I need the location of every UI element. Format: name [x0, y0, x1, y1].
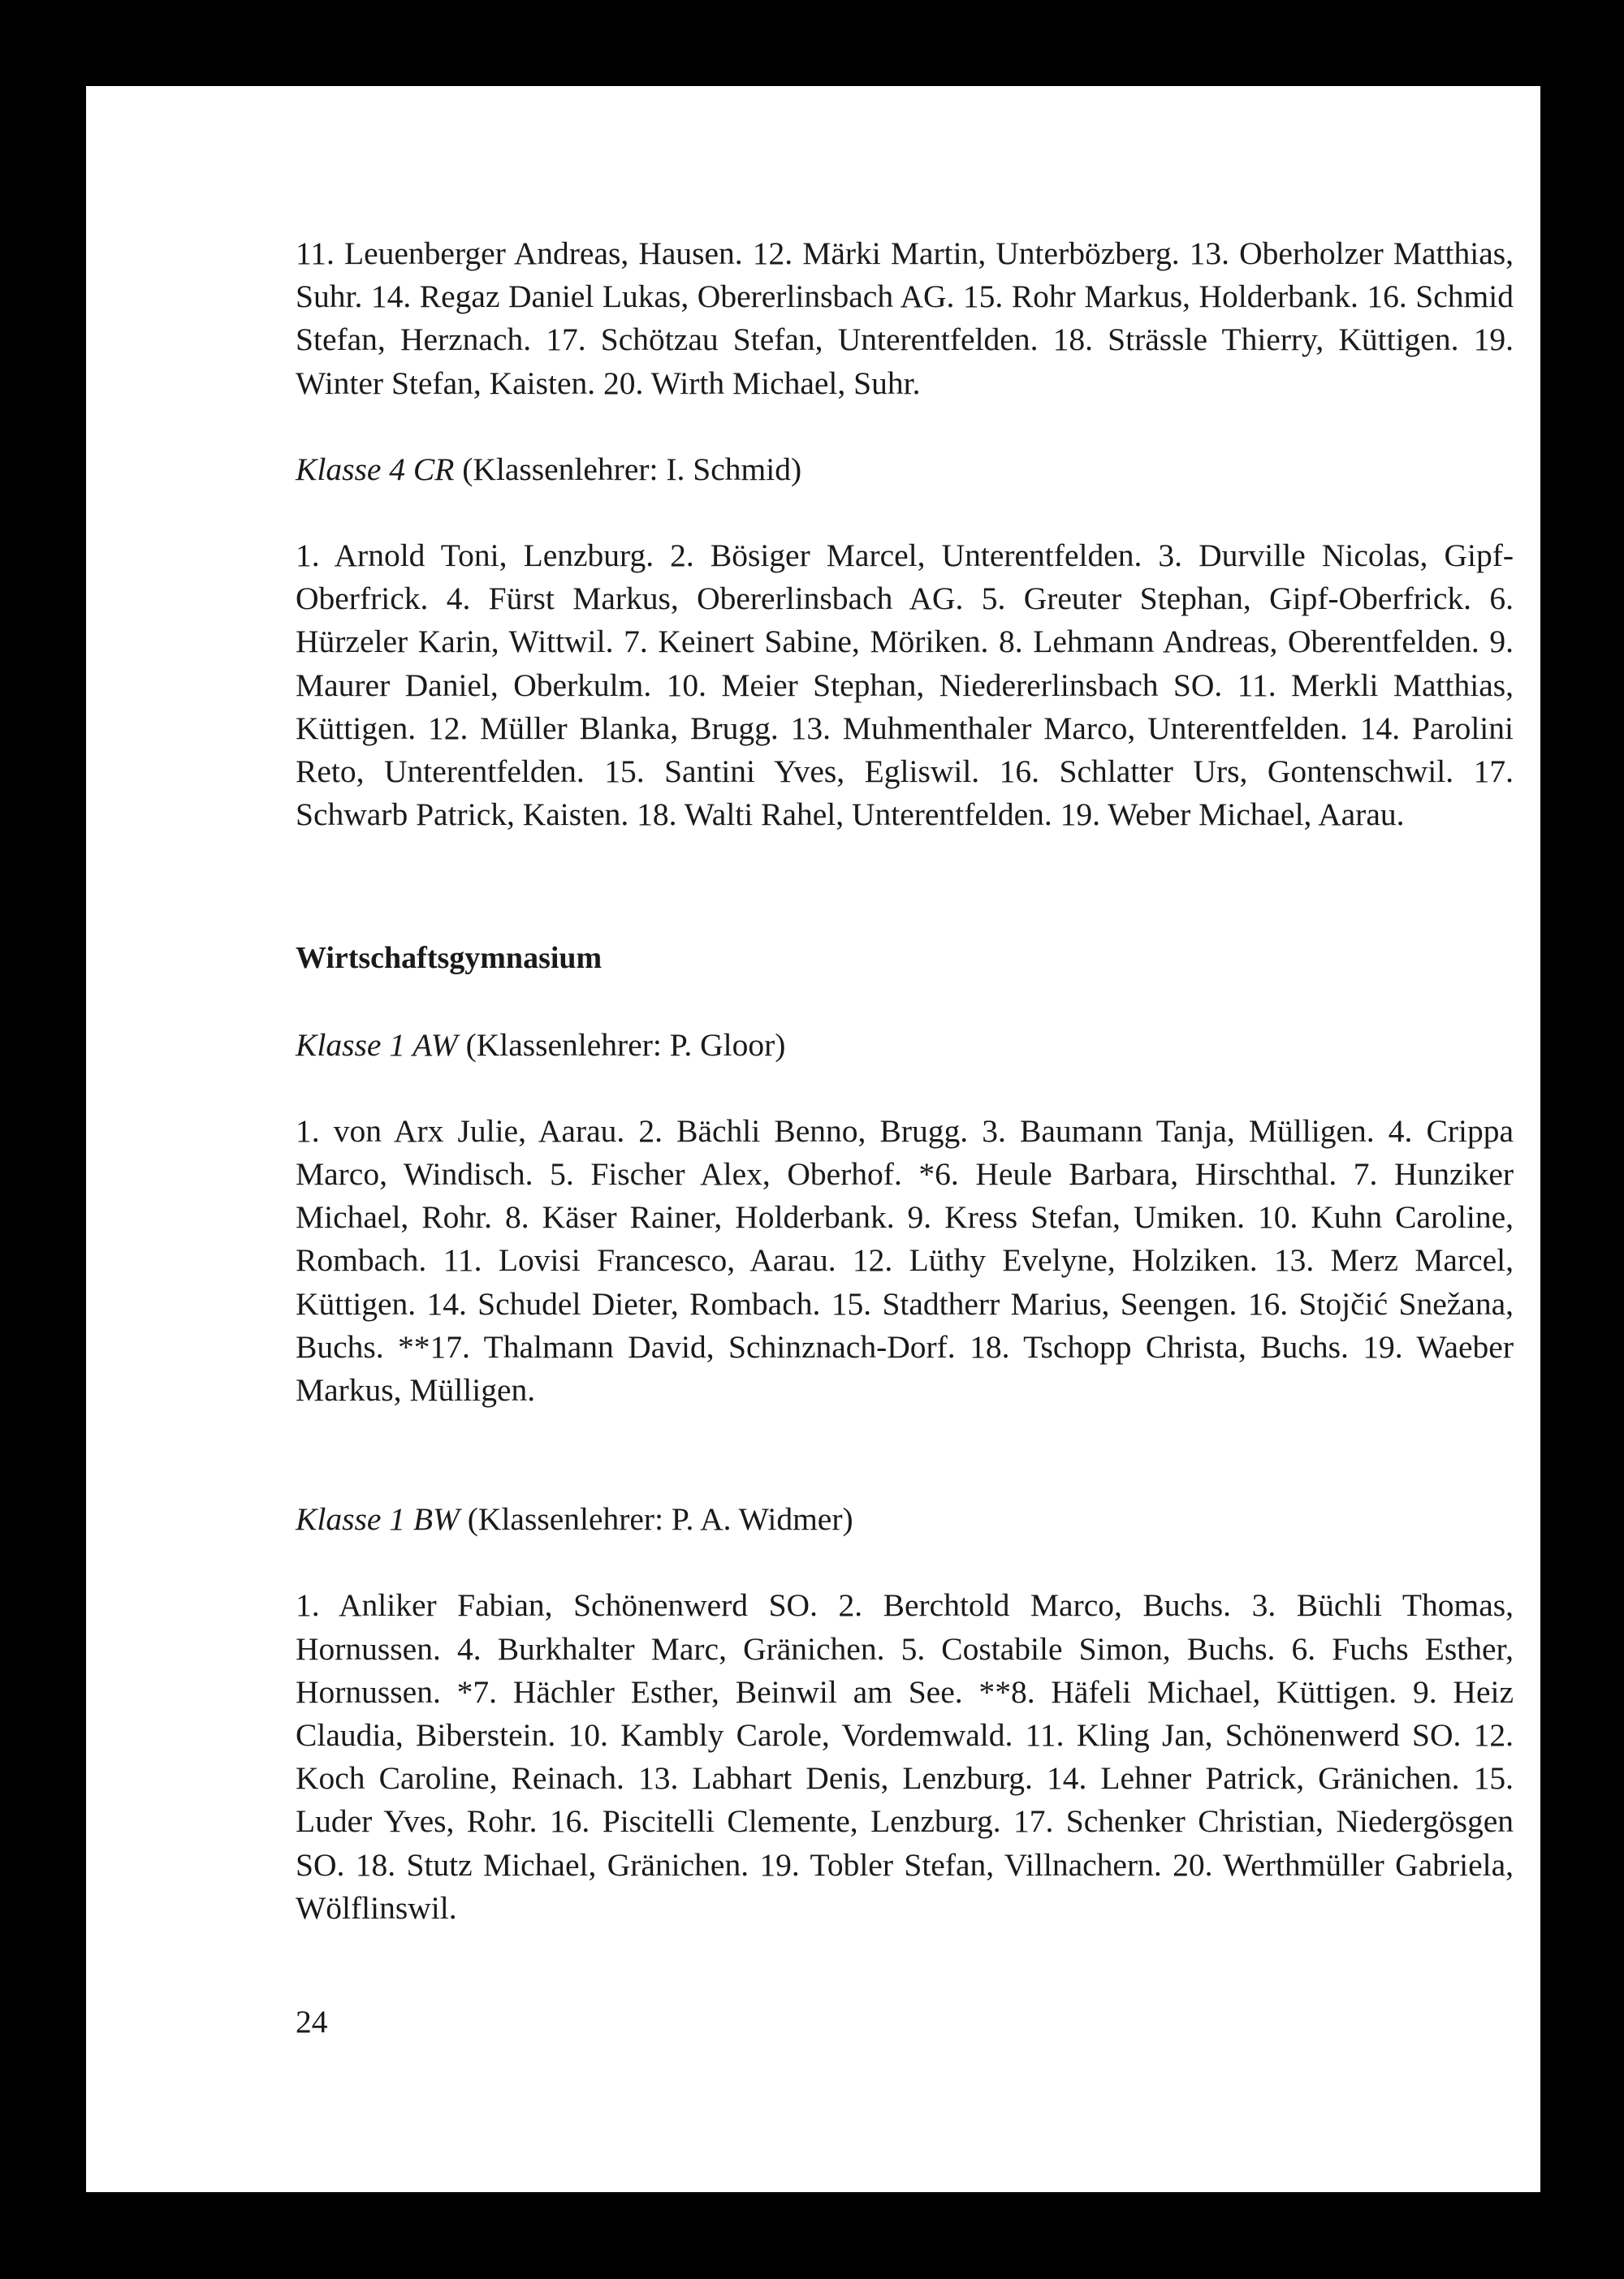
page-content [296, 232, 1514, 1930]
spacer [296, 1067, 1514, 1110]
class-list-4cr: 1. Arnold Toni, Lenzburg. 2. Bösiger Marcel, Unterentfelden. 3. Durville Nicolas, Gipf-Oberfrick. 4. Fürst Markus, Obererlinsbach AG. 5. Greuter Stephan, Gipf-Oberfrick. 6. Hürzeler Karin, Wittwil. 7. Keinert Sabine, Möriken. 8. Lehmann Andreas, Oberentfelden. 9. Maurer Daniel, Oberkulm. 10. Meier Stephan, Niedererlinsbach SO. 11. Merkli Matthias, Küttigen. 12. Müller Blanka, Brugg. 13. Muhmenthaler Marco, Unterentfelden. 14. Parolini Reto, Unterentfelden. 15. Santini Yves, Egliswil. 16. Schlatter Urs, Gontenschwil. 17. Schwarb Patrick, Kaisten. 18. Walti Rahel, Unterentfelden. 19. Weber Michael, Aarau. [296, 537, 1514, 833]
class-name-1bw: Klasse 1 BW [296, 1501, 460, 1538]
spacer [296, 836, 1514, 937]
class-teacher-1aw: (Klassenlehrer: P. Gloor) [457, 1026, 786, 1063]
page-number: 24 [296, 2004, 328, 2039]
intro-paragraph: 11. Leuenberger Andreas, Hausen. 12. Märki Martin, Unterbözberg. 13. Oberholzer Matthias, Suhr. 14. Regaz Daniel Lukas, Obererlinsbach AG. 15. Rohr Markus, Holderbank. 16. Schmid Stefan, Herznach. 17. Schötzau Stefan, Unterentfelden. 18. Strässle Thierry, Küttigen. 19. Winter Stefan, Kaisten. 20. Wirth Michael, Suhr. [296, 235, 1514, 401]
class-name-1aw: Klasse 1 AW [296, 1026, 458, 1063]
spacer [296, 405, 1514, 448]
class-teacher-4cr: (Klassenlehrer: I. Schmid) [454, 451, 802, 487]
document-page [86, 86, 1540, 2192]
class-teacher-1bw: (Klassenlehrer: P. A. Widmer) [459, 1501, 853, 1538]
class-name-4cr: Klasse 4 CR [296, 451, 455, 487]
spacer [296, 491, 1514, 534]
class-list-1aw: 1. von Arx Julie, Aarau. 2. Bächli Benno, Brugg. 3. Baumann Tanja, Mülligen. 4. Crippa Marco, Windisch. 5. Fischer Alex, Oberhof. *6. Heule Barbara, Hirschthal. 7. Hunziker Michael, Rohr. 8. Käser Rainer, Holderbank. 9. Kress Stefan, Umiken. 10. Kuhn Caroline, Rombach. 11. Lovisi Francesco, Aarau. 12. Lüthy Evelyne, Holziken. 13. Merz Marcel, Küttigen. 14. Schudel Dieter, Rombach. 15. Stadtherr Marius, Seengen. 16. Stojčić Snežana, Buchs. **17. Thalmann David, Schinznach-Dorf. 18. Tschopp Christa, Buchs. 19. Waeber Markus, Mülligen. [296, 1112, 1514, 1409]
section-title: Wirtschaftsgymnasium [296, 941, 603, 976]
class-heading-4cr [296, 448, 1514, 491]
class-heading-1bw [296, 1498, 1514, 1541]
spacer [296, 1541, 1514, 1584]
class-heading-1aw [296, 1024, 1514, 1067]
spacer [296, 1412, 1514, 1498]
spacer [296, 981, 1514, 1024]
class-list-1bw: 1. Anliker Fabian, Schönenwerd SO. 2. Berchtold Marco, Buchs. 3. Büchli Thomas, Hornussen. 4. Burkhalter Marc, Gränichen. 5. Costabile Simon, Buchs. 6. Fuchs Esther, Hornussen. *7. Hächler Esther, Beinwil am See. **8. Häfeli Michael, Küttigen. 9. Heiz Claudia, Biberstein. 10. Kambly Carole, Vordemwald. 11. Kling Jan, Schönenwerd SO. 12. Koch Caroline, Reinach. 13. Labhart Denis, Lenzburg. 14. Lehner Patrick, Gränichen. 15. Luder Yves, Rohr. 16. Piscitelli Clemente, Lenzburg. 17. Schenker Christian, Niedergösgen SO. 18. Stutz Michael, Gränichen. 19. Tobler Stefan, Villnachern. 20. Werthmüller Gabriela, Wölflinswil. [296, 1587, 1514, 1926]
